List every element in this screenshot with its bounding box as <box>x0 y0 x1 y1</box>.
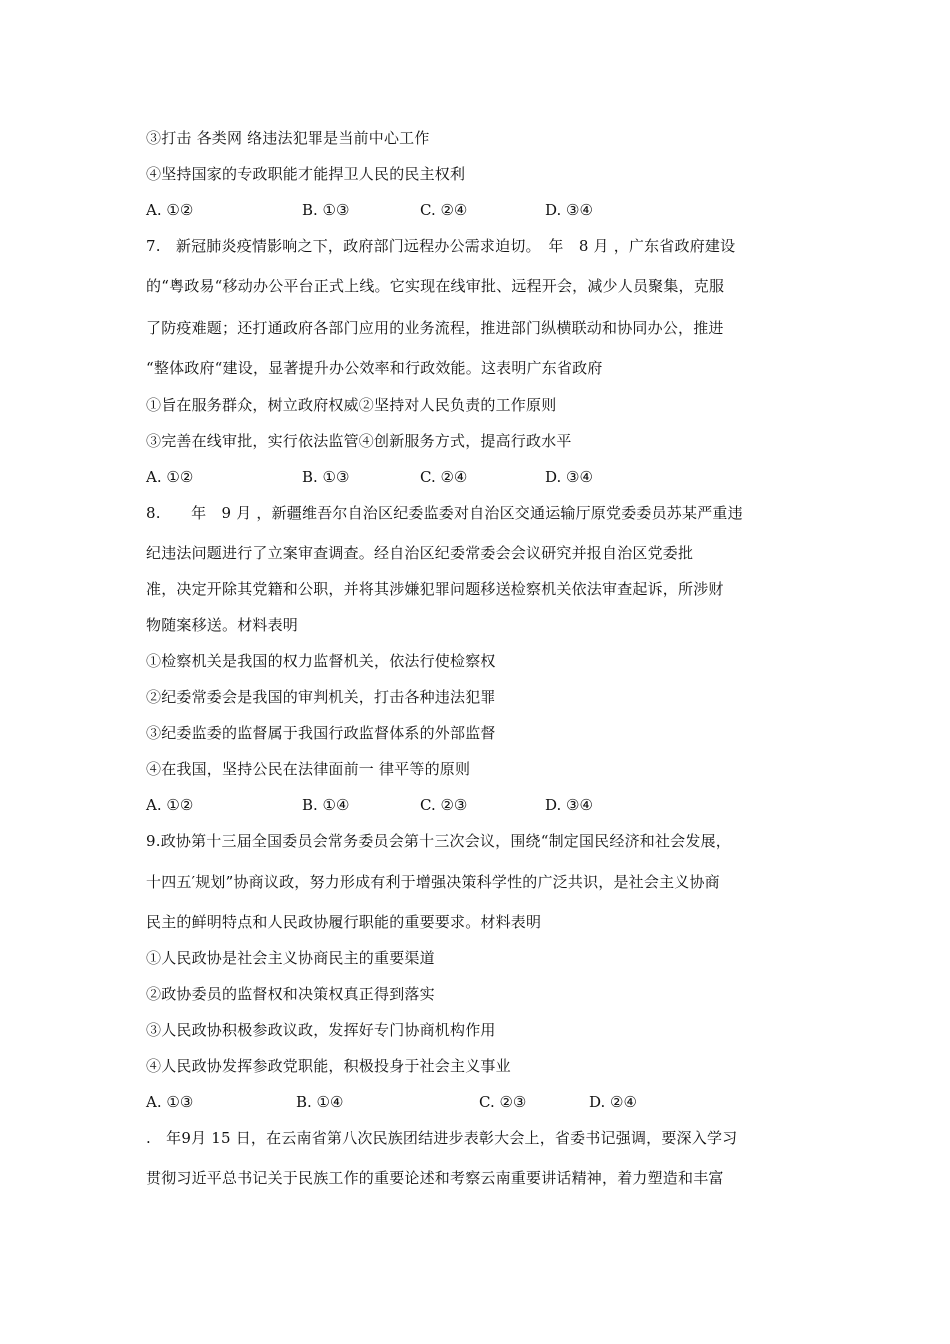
statement-4: ④在我国，坚持公民在法律面前一 律平等的原则 <box>146 760 471 778</box>
statement-3: ③打击 各类网 络违法犯罪是当前中心工作 <box>146 129 430 147</box>
option-c: C. ②④ <box>420 201 468 219</box>
answer-options-q8 <box>146 795 746 815</box>
question-7-stem-4: “整体政府“建设，显著提升办公效率和行政效能。这表明广东省政府 <box>146 359 603 377</box>
question-10-stem: . 年9月 15 日，在云南省第八次民族团结进步表彰大会上，省委书记强调，要深入学习 <box>146 1129 738 1147</box>
option-c: C. ②③ <box>479 1093 527 1111</box>
option-a: A. ①② <box>146 468 194 486</box>
question-10-stem-2: 贯彻习近平总书记关于民族工作的重要论述和考察云南重要讲话精神，着力塑造和丰富 <box>146 1169 724 1187</box>
statement-4: ④坚持国家的专政职能才能捍卫人民的民主权利 <box>146 165 466 183</box>
statement-1-2: ①旨在服务群众，树立政府权威②坚持对人民负责的工作原则 <box>146 396 557 414</box>
option-a: A. ①② <box>146 201 194 219</box>
answer-options-q9 <box>146 1092 746 1112</box>
statement-3: ③纪委监委的监督属于我国行政监督体系的外部监督 <box>146 724 496 742</box>
option-b: B. ①④ <box>302 796 350 814</box>
question-8-stem-2: 纪违法问题进行了立案审查调查。经自治区纪委常委会会议研究并报自治区党委批 <box>146 544 694 562</box>
statement-3: ③人民政协积极参政议政，发挥好专门协商机构作用 <box>146 1021 496 1039</box>
question-8-stem-3: 准，决定开除其党籍和公职，并将其涉嫌犯罪问题移送检察机关依法审查起诉，所涉财 <box>146 580 724 598</box>
option-c: C. ②③ <box>420 796 468 814</box>
option-b: B. ①③ <box>302 468 350 486</box>
option-d: D. ③④ <box>545 468 593 486</box>
statement-1: ①检察机关是我国的权力监督机关，依法行使检察权 <box>146 652 496 670</box>
statement-3-4: ③完善在线审批，实行依法监管④创新服务方式，提高行政水平 <box>146 432 572 450</box>
option-b: B. ①④ <box>296 1093 344 1111</box>
option-d: D. ③④ <box>545 201 593 219</box>
option-c: C. ②④ <box>420 468 468 486</box>
question-7-stem: 7. 新冠肺炎疫情影响之下，政府部门远程办公需求迫切。 年 8 月 ，广东省政府建设 <box>146 237 736 255</box>
answer-options-q7 <box>146 467 746 487</box>
option-d: D. ③④ <box>545 796 593 814</box>
answer-options-q6 <box>146 200 746 220</box>
question-7-stem-2: 的“粤政易“移动办公平台正式上线。它实现在线审批、远程开会，减少人员聚集，克服 <box>146 277 725 295</box>
statement-4: ④人民政协发挥参政党职能，积极投身于社会主义事业 <box>146 1057 511 1075</box>
question-9-stem: 9.政协第十三届全国委员会常务委员会第十三次会议，围绕“制定国民经济和社会发展， <box>146 832 731 850</box>
question-9-stem-2: 十四五′规划”协商议政，努力形成有利于增强决策科学性的广泛共识，是社会主义协商 <box>146 873 720 891</box>
statement-2: ②纪委常委会是我国的审判机关，打击各种违法犯罪 <box>146 688 496 706</box>
question-8-stem-4: 物随案移送。材料表明 <box>146 616 299 634</box>
question-7-stem-3: 了防疫难题；还打通政府各部门应用的业务流程，推进部门纵横联动和协同办公，推进 <box>146 319 724 337</box>
question-9-stem-3: 民主的鲜明特点和人民政协履行职能的重要要求。材料表明 <box>146 913 542 931</box>
option-d: D. ②④ <box>589 1093 637 1111</box>
question-8-stem: 8. 年 9 月 ，新疆维吾尔自治区纪委监委对自治区交通运输厅原党委委员苏某严重违 <box>146 504 743 522</box>
statement-1: ①人民政协是社会主义协商民主的重要渠道 <box>146 949 435 967</box>
option-a: A. ①② <box>146 796 194 814</box>
option-a: A. ①③ <box>146 1093 194 1111</box>
option-b: B. ①③ <box>302 201 350 219</box>
statement-2: ②政协委员的监督权和决策权真正得到落实 <box>146 985 435 1003</box>
